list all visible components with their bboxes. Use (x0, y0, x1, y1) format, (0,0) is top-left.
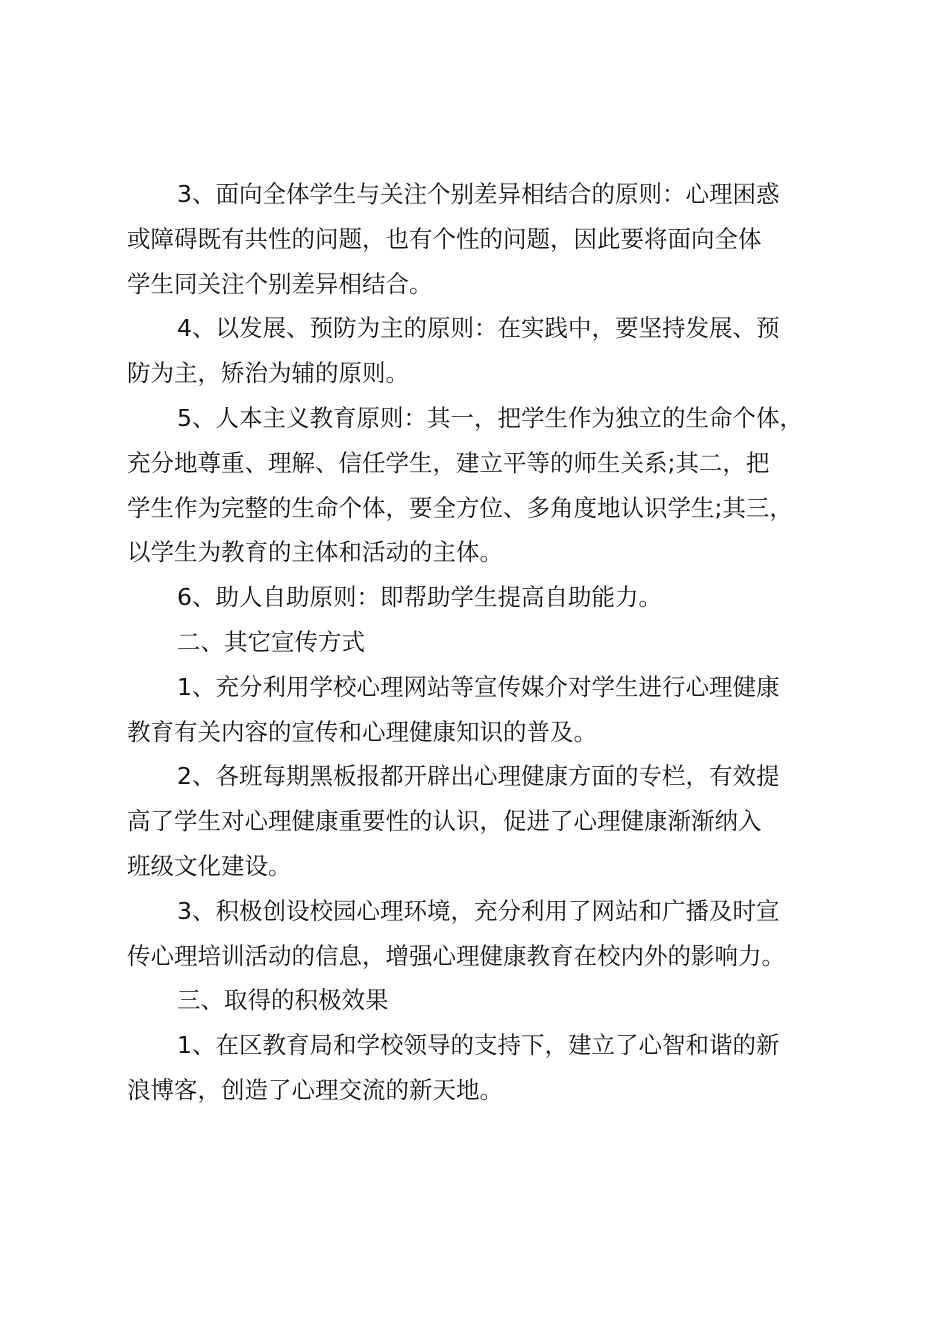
text-line: 6、助人自助原则：即帮助学生提高自助能力。 (177, 583, 662, 612)
text-line: 或障碍既有共性的问题，也有个性的问题，因此要将面向全体 (127, 224, 762, 253)
text-line: 3、面向全体学生与关注个别差异相结合的原则：心理困惑 (177, 180, 780, 208)
text-line: 防为主，矫治为辅的原则。 (127, 359, 409, 388)
text-line: 学生作为完整的生命个体，要全方位、多角度地认识学生;其三， (127, 493, 793, 522)
section-heading: 二、其它宣传方式 (177, 627, 365, 656)
text-line: 5、人本主义教育原则：其一，把学生作为独立的生命个体， (177, 403, 803, 432)
text-line: 学生同关注个别差异相结合。 (127, 269, 433, 298)
document-body (127, 172, 847, 1113)
text-line: 教育有关内容的宣传和心理健康知识的普及。 (127, 717, 597, 746)
text-line: 传心理培训活动的信息，增强心理健康教育在校内外的影响力。 (127, 941, 785, 970)
text-line: 班级文化建设。 (127, 851, 292, 880)
text-line: 3、积极创设校园心理环境，充分利用了网站和广播及时宣 (177, 896, 780, 925)
text-line: 浪博客，创造了心理交流的新天地。 (127, 1075, 503, 1104)
text-line: 以学生为教育的主体和活动的主体。 (127, 538, 503, 567)
text-line: 4、以发展、预防为主的原则：在实践中，要坚持发展、预 (177, 314, 780, 343)
text-line: 1、充分利用学校心理网站等宣传媒介对学生进行心理健康 (177, 672, 780, 701)
text-line: 1、在区教育局和学校领导的支持下，建立了心智和谐的新 (177, 1031, 780, 1060)
text-line: 2、各班每期黑板报都开辟出心理健康方面的专栏，有效提 (177, 762, 780, 791)
text-line: 高了学生对心理健康重要性的认识，促进了心理健康渐渐纳入 (127, 807, 762, 836)
text-line: 充分地尊重、理解、信任学生，建立平等的师生关系;其二，把 (127, 448, 770, 477)
section-heading: 三、取得的积极效果 (177, 986, 389, 1015)
